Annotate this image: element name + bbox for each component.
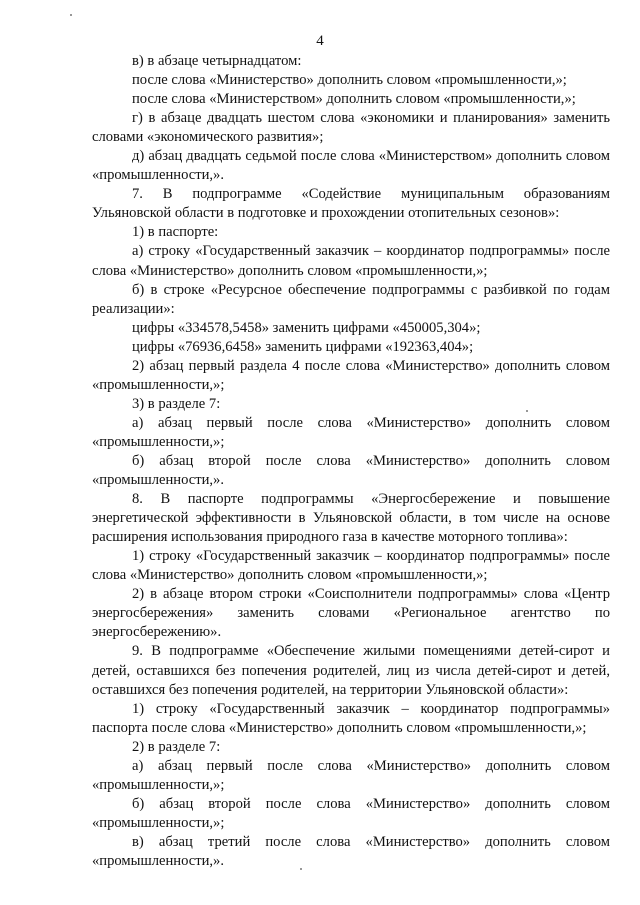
paragraph: в) абзац третий после слова «Министерство» дополнить словом «промышленности,». — [92, 833, 610, 869]
paragraph: а) абзац первый после слова «Министерство» дополнить словом «промышленности,»; — [92, 414, 610, 450]
paragraph: б) абзац второй после слова «Министерство» дополнить словом «промышленности,»; — [92, 795, 610, 831]
paragraph: а) абзац первый после слова «Министерство» дополнить словом «промышленности,»; — [92, 757, 610, 793]
paragraph: после слова «Министерством» дополнить словом «промышленности,»; — [132, 91, 576, 108]
paragraph: б) в строке «Ресурсное обеспечение подпрограммы с разбивкой по годам реализации»: — [92, 281, 610, 317]
paragraph: 3) в разделе 7: — [132, 395, 221, 412]
paragraph: 1) строку «Государственный заказчик – координатор подпрограммы» паспорта после слова «Министерство» дополнить словом «промышленности,»; — [92, 700, 610, 736]
paragraph: 2) абзац первый раздела 4 после слова «Министерство» дополнить словом «промышленности,»; — [92, 357, 610, 393]
paragraph: 7. В подпрограмме «Содействие муниципальным образованиям Ульяновской области в подготовке и прохождении отопительных сезонов»: — [92, 186, 610, 222]
paragraph: а) строку «Государственный заказчик – координатор подпрограммы» после слова «Министерство» дополнить словом «промышленности,»; — [92, 243, 610, 279]
paragraph: цифры «76936,6458» заменить цифрами «192363,404»; — [132, 338, 474, 355]
page-number: 4 — [316, 33, 324, 49]
paragraph: г) в абзаце двадцать шестом слова «экономики и планирования» заменить словами «экономического развития»; — [92, 110, 610, 146]
paragraph: 1) строку «Государственный заказчик – координатор подпрограммы» после слова «Министерство» дополнить словом «промышленности,»; — [92, 548, 610, 584]
paragraph: 9. В подпрограмме «Обеспечение жилыми помещениями детей-сирот и детей, оставшихся без попечения родителей, лиц из числа детей-сирот и детей, оставшихся без попечения родителей, на территории Ульяновской области»: — [92, 643, 610, 698]
scan-speck — [300, 868, 302, 870]
paragraph: после слова «Министерство» дополнить словом «промышленности,»; — [132, 72, 567, 89]
paragraph: цифры «334578,5458» заменить цифрами «450005,304»; — [132, 319, 481, 336]
paragraph: д) абзац двадцать седьмой после слова «Министерством» дополнить словом «промышленности,». — [92, 148, 610, 184]
scan-speck — [70, 14, 72, 16]
paragraph: 2) в разделе 7: — [132, 738, 221, 755]
scan-speck — [526, 410, 528, 412]
paragraph: 1) в паспорте: — [132, 224, 219, 241]
paragraph: 2) в абзаце втором строки «Соисполнители подпрограммы» слова «Центр энергосбережения» заменить словами «Региональное агентство по энергосбережению». — [92, 586, 610, 641]
paragraph: 8. В паспорте подпрограммы «Энергосбережение и повышение энергетической эффективности в Ульяновской области, в том числе на основе расширения использования природного газа в качестве моторного топлива»: — [92, 491, 610, 546]
paragraph: б) абзац второй после слова «Министерство» дополнить словом «промышленности,». — [92, 452, 610, 489]
paragraph: в) в абзаце четырнадцатом: — [132, 53, 302, 69]
document-body — [92, 52, 610, 871]
